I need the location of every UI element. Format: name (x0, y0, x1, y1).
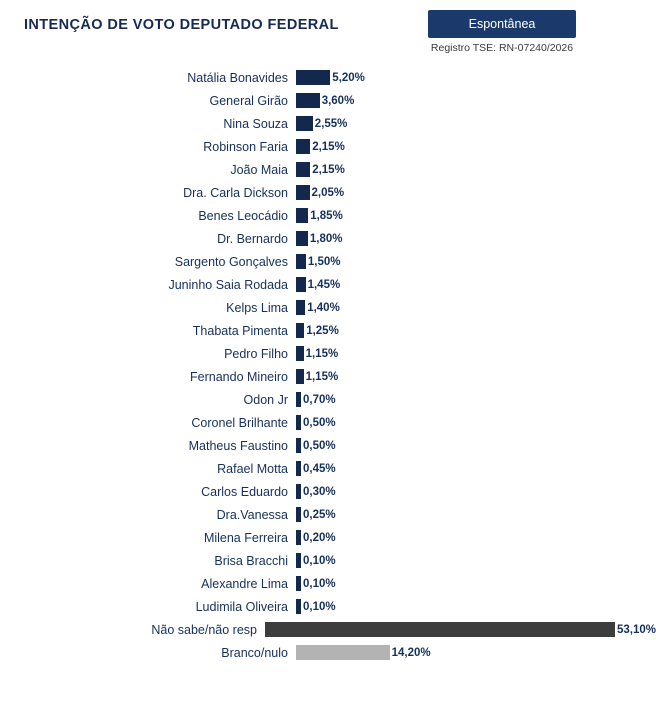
bar-category-label: Kelps Lima (226, 300, 288, 315)
chart-row (0, 503, 656, 526)
bar-category-label: Nina Souza (223, 116, 288, 131)
bar-track (296, 411, 656, 434)
bar-value-label: 0,20% (303, 531, 336, 544)
bar-value-label: 0,30% (303, 485, 336, 498)
bar-category-label: João Maia (230, 162, 288, 177)
bar (296, 392, 301, 407)
bar (265, 622, 615, 637)
bar-value-label: 0,50% (303, 439, 336, 452)
chart-row (0, 135, 656, 158)
bar-value-label: 0,10% (303, 554, 336, 567)
bar-track (265, 618, 656, 641)
bar-value-label: 1,50% (307, 255, 341, 268)
bar-value-label: 2,55% (314, 117, 348, 130)
bar-track (296, 66, 656, 89)
bar-track (296, 273, 656, 296)
chart-row (0, 388, 656, 411)
bar-category-label: Ludimila Oliveira (195, 599, 288, 614)
bar-value-label: 0,50% (303, 416, 336, 429)
status-badge: Espontânea (428, 10, 576, 38)
bar-category-label: Milena Ferreira (203, 530, 288, 545)
chart-row (0, 641, 656, 664)
bar (296, 185, 310, 200)
bar-value-label: 2,15% (312, 140, 345, 153)
chart-row (0, 365, 656, 388)
chart-row (0, 480, 656, 503)
bar-value-label: 0,45% (303, 462, 336, 475)
chart-row (0, 158, 656, 181)
bar (296, 438, 301, 453)
chart-row (0, 434, 656, 457)
bar (296, 139, 310, 154)
bar (296, 461, 301, 476)
chart-row (0, 595, 656, 618)
bar-track (296, 296, 656, 319)
bar (296, 93, 320, 108)
bar-category-label: Coronel Brilhante (191, 415, 288, 430)
bar-track (296, 89, 656, 112)
chart-row (0, 342, 656, 365)
bar-category-label: Alexandre Lima (201, 576, 288, 591)
bar (296, 645, 390, 660)
bar-value-label: 2,15% (312, 163, 345, 176)
chart-row (0, 89, 656, 112)
bar-track (296, 158, 656, 181)
bar (296, 599, 301, 614)
bar-chart (0, 66, 656, 664)
bar-value-label: 53,10% (616, 623, 656, 636)
bar-track (296, 342, 656, 365)
registro-tse-label: Registro TSE: RN-07240/2026 (430, 42, 574, 54)
bar-category-label: Carlos Eduardo (201, 484, 288, 499)
chart-header (0, 0, 656, 62)
bar (296, 277, 306, 292)
chart-row (0, 112, 656, 135)
bar-category-label: Dra. Carla Dickson (183, 185, 288, 200)
bar-category-label: Robinson Faria (203, 139, 288, 154)
bar-value-label: 1,40% (307, 301, 340, 314)
bar-category-label: Matheus Faustino (188, 438, 288, 453)
bar (296, 530, 301, 545)
bar (296, 231, 308, 246)
bar-track (296, 319, 656, 342)
bar (296, 323, 304, 338)
bar-value-label: 2,05% (311, 186, 345, 199)
bar-track (296, 595, 656, 618)
chart-row (0, 572, 656, 595)
bar-track (296, 227, 656, 250)
bar (296, 507, 301, 522)
bar-track (296, 480, 656, 503)
bar-category-label: Dr. Bernardo (217, 231, 288, 246)
bar-track (296, 503, 656, 526)
bar-track (296, 204, 656, 227)
bar (296, 346, 304, 361)
chart-row (0, 250, 656, 273)
bar-value-label: 1,85% (310, 209, 343, 222)
bar (296, 415, 301, 430)
bar (296, 254, 306, 269)
bar-track (296, 388, 656, 411)
bar-track (296, 549, 656, 572)
bar-value-label: 0,25% (303, 508, 336, 521)
chart-row (0, 526, 656, 549)
bar-track (296, 365, 656, 388)
bar-category-label: Dra.Vanessa (216, 507, 288, 522)
chart-row (0, 66, 656, 89)
bar-value-label: 1,80% (309, 232, 343, 245)
bar-value-label: 0,70% (303, 393, 336, 406)
bar-value-label: 1,15% (305, 347, 339, 360)
bar-track (296, 250, 656, 273)
bar (296, 484, 301, 499)
bar-category-label: Sargento Gonçalves (174, 254, 288, 269)
bar-track (296, 641, 656, 664)
chart-row (0, 549, 656, 572)
bar-track (296, 434, 656, 457)
bar-category-label: Thabata Pimenta (192, 323, 288, 338)
chart-row (0, 457, 656, 480)
bar-value-label: 5,20% (332, 71, 365, 84)
bar (296, 116, 313, 131)
page-title: INTENÇÃO DE VOTO DEPUTADO FEDERAL (24, 17, 339, 33)
bar-track (296, 112, 656, 135)
bar (296, 553, 301, 568)
chart-row (0, 273, 656, 296)
bar-track (296, 181, 656, 204)
bar-value-label: 14,20% (391, 646, 431, 659)
bar-category-label: Pedro Filho (224, 346, 288, 361)
bar-track (296, 572, 656, 595)
bar-category-label: Não sabe/não resp (151, 622, 257, 637)
bar (296, 70, 330, 85)
bar (296, 162, 310, 177)
bar-category-label: Benes Leocádio (198, 208, 288, 223)
bar (296, 576, 301, 591)
bar-category-label: General Girão (209, 93, 288, 108)
bar-category-label: Brisa Bracchi (214, 553, 288, 568)
bar (296, 369, 304, 384)
bar-category-label: Juninho Saia Rodada (168, 277, 288, 292)
bar-value-label: 1,25% (306, 324, 339, 337)
chart-row (0, 181, 656, 204)
bar-value-label: 1,45% (307, 278, 341, 291)
bar-track (296, 457, 656, 480)
chart-row (0, 204, 656, 227)
bar-value-label: 0,10% (303, 577, 336, 590)
chart-row (0, 227, 656, 250)
chart-row (0, 296, 656, 319)
chart-row (0, 319, 656, 342)
bar-category-label: Branco/nulo (221, 645, 288, 660)
bar-category-label: Odon Jr (243, 392, 288, 407)
bar-value-label: 0,10% (303, 600, 336, 613)
bar-track (296, 135, 656, 158)
bar-category-label: Rafael Motta (217, 461, 288, 476)
bar-track (296, 526, 656, 549)
bar-category-label: Fernando Mineiro (190, 369, 288, 384)
bar-category-label: Natália Bonavides (187, 70, 288, 85)
chart-row (0, 618, 656, 641)
chart-row (0, 411, 656, 434)
bar (296, 208, 308, 223)
bar-value-label: 1,15% (305, 370, 339, 383)
bar (296, 300, 305, 315)
bar-value-label: 3,60% (321, 94, 355, 107)
